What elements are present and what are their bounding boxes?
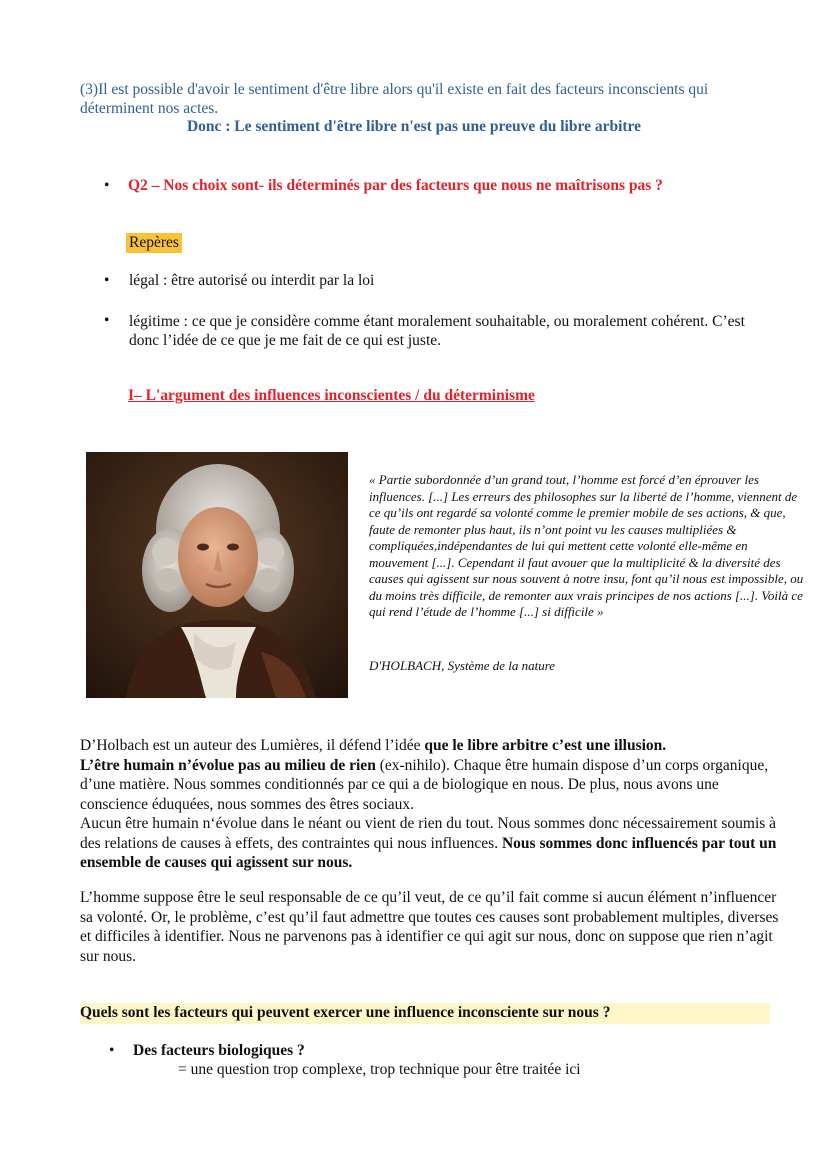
holbach-quote: « Partie subordonnée d’un grand tout, l’homme est forcé d’en éprouver les influences. [...] Les erreurs des philosophes sur la liberté de l’homme, viennent de ce qu’ils ont regardé sa volonté comme le premier mobile de ses actions, & que, faute de remonter plus haut, ils n’ont point vu les causes multipliées & compliquées,indépendantes de lui qui mettent cette volonté elle-même en mouvement [...]. Cependant il faut avouer que la multiplicité & la diversité des causes qui agissent sur nous souvent à notre insu, font qu’il nous est impossible, ou du moins très difficile, de remonter aux vrais principes de nos actions [...]. Voilà ce qui rend l’étude de l’homme [...] si difficile »: [369, 472, 804, 619]
section-title: I– L'argument des influences inconscientes / du déterminisme: [128, 387, 535, 404]
para1-text-3: Aucun être humain n‘évolue dans le néant ou vient de rien du tout. Nous sommes donc nécessairement soumis à des relations de causes à effets, des contraintes qui nous influences.: [80, 815, 777, 852]
reperes-label: Repères: [126, 233, 182, 253]
para1-bold-3: Nous sommes donc influencés par tout un ensemble de causes qui agissent sur nous.: [80, 834, 777, 871]
quote-source: D'HOLBACH, Système de la nature: [369, 658, 556, 673]
q2-bullet: •: [104, 177, 110, 194]
intro-paragraph: (3)Il est possible d'avoir le sentiment d'être libre alors qu'il existe en fait des facteurs inconscients qui déterminent nos actes.: [80, 81, 709, 117]
bio-factors-title: Des facteurs biologiques ?: [133, 1042, 305, 1059]
q2-question: Q2 – Nos choix sont- ils déterminés par des facteurs que nous ne maîtrisons pas ?: [128, 177, 663, 194]
para1-text-1: D’Holbach est un auteur des Lumières, il défend l’idée: [80, 737, 425, 754]
para1-text-2: (ex-nihilo). Chaque être humain dispose d’un corps organique, d’une matière. Nous sommes conditionnés par ce qui a de biologique en nous. De plus, nous avons une conscience éduquées, nous sommes des êtres sociaux.: [80, 756, 769, 813]
legal-bullet: •: [104, 272, 110, 289]
factors-question: Quels sont les facteurs qui peuvent exercer une influence inconsciente sur nous ?: [80, 1003, 770, 1024]
conclusion-line: Donc : Le sentiment d'être libre n'est pas une preuve du libre arbitre: [186, 118, 642, 135]
definition-legitime: légitime : ce que je considère comme étant moralement souhaitable, ou moralement cohérent. C’est donc l’idée de ce que je me fait de ce qui est juste.: [129, 313, 745, 349]
legitime-bullet: •: [104, 312, 110, 329]
para1-bold-1: que le libre arbitre c’est une illusion.: [424, 737, 667, 754]
holbach-explanation: [80, 736, 780, 873]
definition-legal: légal : être autorisé ou interdit par la loi: [129, 272, 375, 289]
holbach-portrait: [86, 452, 348, 698]
responsibility-paragraph: L’homme suppose être le seul responsable de ce qu’il veut, de ce qu’il fait comme si aucun élément n’influencer sa volonté. Or, le problème, c’est qu’il faut admettre que toutes ces causes sont probablement multiples, diverses et difficiles à identifier. Nous ne parvenons pas à identifier ce qui agit sur nous, donc on suppose que rien n’agit sur nous.: [80, 889, 779, 965]
bio-bullet: •: [109, 1042, 115, 1059]
bio-factors-note: = une question trop complexe, trop technique pour être traitée ici: [178, 1061, 581, 1078]
para1-bold-2: L’être humain n’évolue pas au milieu de rien: [80, 756, 376, 774]
